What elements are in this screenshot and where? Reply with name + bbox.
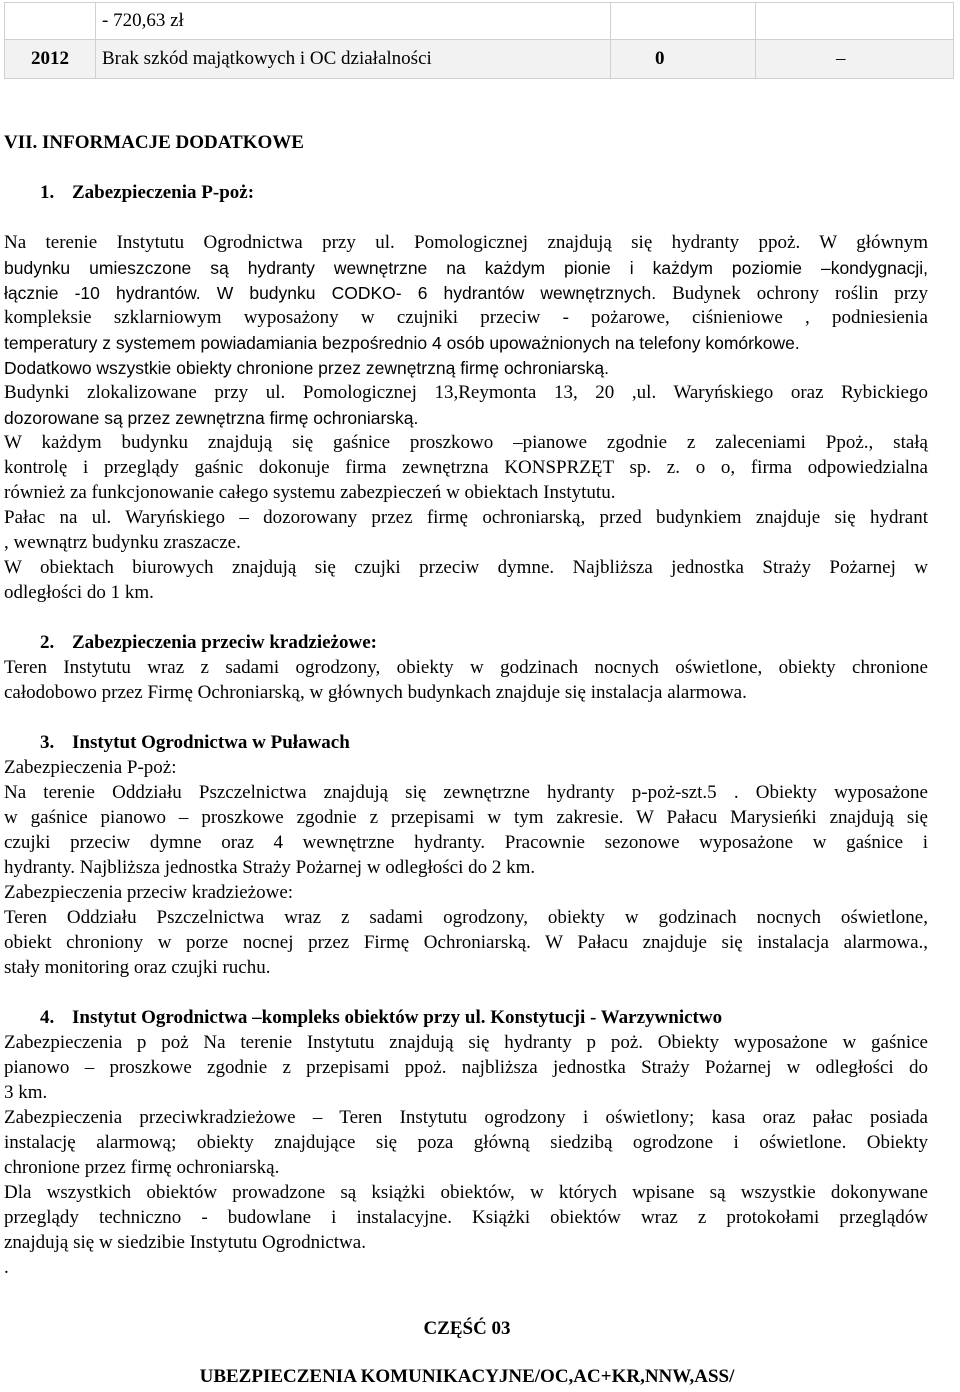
heading-number: 1. bbox=[40, 182, 55, 203]
paragraph-line: kompleksie szklarniowym wyposażony w czujniki przeciw - pożarowe, ciśnieniowe , podniesienia bbox=[4, 307, 928, 328]
paragraph-line: 3 km. bbox=[4, 1082, 48, 1103]
section-2-heading bbox=[4, 631, 928, 655]
cell-year: 2012 bbox=[5, 40, 96, 79]
text-run: łącznie -10 hydrantów. W budynku CODKO- 6 hydrantów wewnętrznych. bbox=[4, 283, 657, 303]
cell-count: 0 bbox=[611, 40, 756, 79]
paragraph-line: pianowo – proszkowe zgodnie z przepisami ppoż. najbliższa jednostka Straży Pożarnej w odległości do bbox=[4, 1057, 928, 1078]
paragraph-line: . bbox=[4, 1257, 9, 1278]
paragraph-line: Pałac na ul. Waryńskiego – dozorowany przez firmę ochroniarską, przed budynkiem znajduje się hydrant bbox=[4, 507, 928, 528]
part-title: CZĘŚĆ 03 bbox=[423, 1318, 511, 1339]
cell-desc: Brak szkód majątkowych i OC działalności bbox=[96, 40, 611, 79]
cell-desc: - 720,63 zł bbox=[96, 3, 611, 40]
paragraph-line: znajdują się w siedzibie Instytutu Ogrodnictwa. bbox=[4, 1232, 366, 1253]
paragraph-line: Na terenie Instytutu Ogrodnictwa przy ul. Pomologicznej znajdują się hydranty ppoż. W głównym bbox=[4, 232, 928, 253]
text-run: Budynek ochrony roślin przy bbox=[656, 283, 928, 304]
cell-count bbox=[611, 3, 756, 40]
paragraph-line: Budynki zlokalizowane przy ul. Pomologicznej 13,Reymonta 13, 20 ,ul. Waryńskiego oraz Rybickiego bbox=[4, 382, 928, 403]
paragraph-line: instalację alarmową; obiekty znajdujące się poza główną siedzibą ogrodzone i oświetlone. Obiekty bbox=[4, 1132, 928, 1153]
paragraph-line: kontrolę i przeglądy gaśnic dokonuje firma zewnętrzna KONSPRZĘT sp. z. o o, firma odpowiedzialna bbox=[4, 457, 928, 478]
section-1-heading bbox=[4, 181, 928, 205]
heading-number: 3. bbox=[40, 732, 55, 753]
cell-year bbox=[5, 3, 96, 40]
paragraph-line: W każdym budynku znajdują się gaśnice proszkowo –pianowe zgodnie z zaleceniami Ppoż., stałą bbox=[4, 432, 928, 453]
part-subtitle: UBEZPIECZENIA KOMUNIKACYJNE/OC,AC+KR,NNW,ASS/ bbox=[199, 1366, 735, 1387]
cell-amount bbox=[756, 3, 954, 40]
paragraph-line: Teren Instytutu wraz z sadami ogrodzony, obiekty w godzinach nocnych oświetlone, obiekty chronione bbox=[4, 657, 928, 678]
paragraph-line: Teren Oddziału Pszczelnictwa wraz z sadami ogrodzony, obiekty w godzinach nocnych oświetlone, bbox=[4, 907, 928, 928]
paragraph-line: Na terenie Oddziału Pszczelnictwa znajdują się zewnętrzne hydranty p-poż-szt.5 . Obiekty wyposażone bbox=[4, 782, 928, 803]
paragraph-line: Zabezpieczenia przeciwkradzieżowe – Teren Instytutu ogrodzony i oświetlony; kasa oraz pałac posiada bbox=[4, 1107, 928, 1128]
heading-number: 2. bbox=[40, 632, 55, 653]
table-row bbox=[5, 40, 954, 79]
heading-text: Zabezpieczenia P-poż: bbox=[72, 182, 255, 203]
paragraph-line: przeglądy techniczno - budowlane i instalacyjne. Książki obiektów wraz z protokołami przeglądów bbox=[4, 1207, 928, 1228]
paragraph-line: Zabezpieczenia przeciw kradzieżowe: bbox=[4, 882, 294, 903]
section-title: VII. INFORMACJE DODATKOWE bbox=[4, 132, 304, 153]
heading-text: Instytut Ogrodnictwa w Puławach bbox=[72, 732, 350, 753]
table-row bbox=[5, 3, 954, 40]
paragraph-line: W obiektach biurowych znajdują się czujki przeciw dymne. Najbliższa jednostka Straży Pożarnej w bbox=[4, 557, 928, 578]
paragraph-line bbox=[4, 281, 928, 306]
paragraph-line: Zabezpieczenia p poż Na terenie Instytutu znajdują się hydranty p poż. Obiekty wyposażone w gaśnice bbox=[4, 1032, 928, 1053]
paragraph-line: czujki przeciw dymne oraz 4 wewnętrzne hydranty. Pracownie sezonowe wyposażone w gaśnice i bbox=[4, 832, 928, 853]
paragraph-line: obiekt chroniony w porze nocnej przez Firmę Ochroniarską. W Pałacu znajduje się instalacja alarmowa., bbox=[4, 932, 928, 953]
paragraph-line: w gaśnice pianowo – proszkowe zgodnie z przepisami w tym zakresie. W Pałacu Marysieńki znajdują się bbox=[4, 807, 928, 828]
paragraph-line: stały monitoring oraz czujki ruchu. bbox=[4, 957, 271, 978]
section-3-heading bbox=[4, 731, 928, 755]
paragraph-line: dozorowane są przez zewnętrzna firmę ochroniarską. bbox=[4, 408, 419, 428]
paragraph-line: również za funkcjonowanie całego systemu zabezpieczeń w obiektach Instytutu. bbox=[4, 482, 616, 503]
paragraph-line: budynku umieszczone są hydranty wewnętrzne na każdym pionie i każdym poziomie –kondygnacji, bbox=[4, 258, 928, 278]
paragraph-line: hydranty. Najbliższa jednostka Straży Pożarnej w odległości do 2 km. bbox=[4, 857, 536, 878]
paragraph-line: Dodatkowo wszystkie obiekty chronione przez zewnętrzną firmę ochroniarską. bbox=[4, 358, 609, 378]
heading-text: Instytut Ogrodnictwa –kompleks obiektów przy ul. Konstytucji - Warzywnictwo bbox=[72, 1007, 723, 1028]
paragraph-line: Dla wszystkich obiektów prowadzone są książki obiektów, w których wpisane są wszystkie dokonywane bbox=[4, 1182, 928, 1203]
paragraph-line: odległości do 1 km. bbox=[4, 582, 154, 603]
paragraph-line: całodobowo przez Firmę Ochroniarską, w głównych budynkach znajduje się instalacja alarmowa. bbox=[4, 682, 747, 703]
heading-number: 4. bbox=[40, 1007, 55, 1028]
cell-amount: – bbox=[756, 40, 954, 79]
paragraph-line: temperatury z systemem powiadamiania bezpośrednio 4 osób upoważnionych na telefony komórkowe. bbox=[4, 333, 800, 353]
paragraph-line: , wewnątrz budynku zraszacze. bbox=[4, 532, 241, 553]
heading-text: Zabezpieczenia przeciw kradzieżowe: bbox=[72, 632, 377, 653]
paragraph-line: Zabezpieczenia P-poż: bbox=[4, 757, 177, 778]
claims-table bbox=[4, 2, 954, 79]
paragraph-line: chronione przez firmę ochroniarską. bbox=[4, 1157, 280, 1178]
section-4-heading bbox=[4, 1006, 928, 1030]
